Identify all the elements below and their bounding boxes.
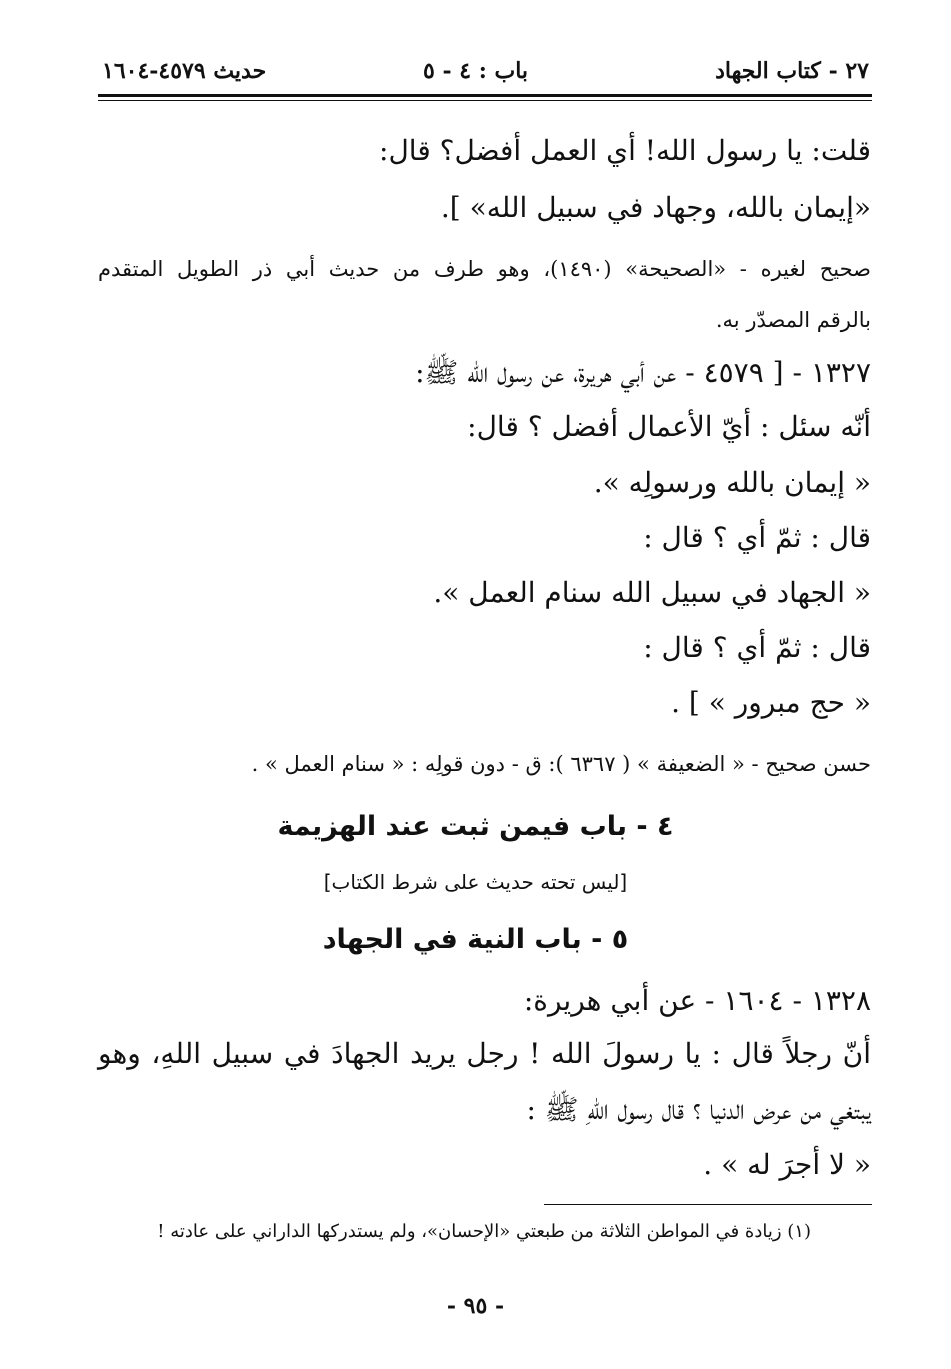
footnote-rule [544, 1204, 872, 1205]
hadith-1327-line-2: « إيمان بالله ورسولِه ». [593, 466, 871, 499]
hadith-1328-intro: ١٣٢٨ - ١٦٠٤ - عن أبي هريرة: [523, 984, 871, 1017]
section-5-title: ٥ - باب النية في الجهاد [322, 924, 629, 955]
running-header-chapter: باب : ٤ - ٥ [422, 58, 529, 84]
hadith-1327-line-3: قال : ثمّ أي ؟ قال : [643, 521, 871, 554]
text-line-1: قلت: يا رسول الله! أي العمل أفضل؟ قال: [379, 134, 871, 167]
page-number: - ٩٥ - [446, 1293, 505, 1319]
hadith-1327-line-6: « حج مبرور » ] . [671, 686, 871, 719]
hadith-1327-line-1: أنّه سئل : أيّ الأعمال أفضل ؟ قال: [467, 410, 871, 443]
hadith-1327-intro: ١٣٢٧ - [ ٤٥٧٩ - عن أبي هريرة، عن رسول الله ﷺ: [415, 356, 871, 389]
running-header-book: ٢٧ - كتاب الجهاد [715, 58, 869, 84]
text-line-2: «إيمان بالله، وجهاد في سبيل الله» ]. [440, 191, 871, 224]
grading-line-1: صحيح لغيره - «الصحيحة» (١٤٩٠)، وهو طرف من حديث أبي ذر الطويل المتقدم [98, 257, 871, 281]
header-rule-thick [98, 94, 872, 97]
hadith-1327-line-4: « الجهاد في سبيل الله سنام العمل ». [433, 576, 871, 609]
hadith-1327-grading: حسن صحيح - « الضعيفة » ( ٦٣٦٧ ): ق - دون قولِه : « سنام العمل » . [251, 752, 871, 776]
hadith-1327-line-5: قال : ثمّ أي ؟ قال : [643, 631, 871, 664]
section-4-note: [ليس تحته حديث على شرط الكتاب] [323, 870, 628, 894]
running-header-hadith-range: حديث ٤٥٧٩-١٦٠٤ [102, 58, 267, 84]
hadith-1328-line-3: « لا أجرَ له » . [703, 1148, 871, 1181]
grading-line-2: بالرقم المصدّر به. [715, 308, 871, 332]
footnote: (١) زيادة في المواطن الثلاثة من طبعتي «الإحسان»، ولم يستدركها الداراني على عادته ! [157, 1221, 811, 1242]
hadith-1328-line-1: أنّ رجلاً قال : يا رسولَ الله ! رجل يريد الجهادَ في سبيل اللهِ، وهو [98, 1037, 871, 1070]
hadith-1328-line-2: يبتغي من عرض الدنيا ؟ قال رسول اللهِ ﷺ : [526, 1093, 871, 1126]
header-rule-thin [98, 100, 872, 101]
section-4-title: ٤ - باب فيمن ثبت عند الهزيمة [277, 811, 674, 842]
